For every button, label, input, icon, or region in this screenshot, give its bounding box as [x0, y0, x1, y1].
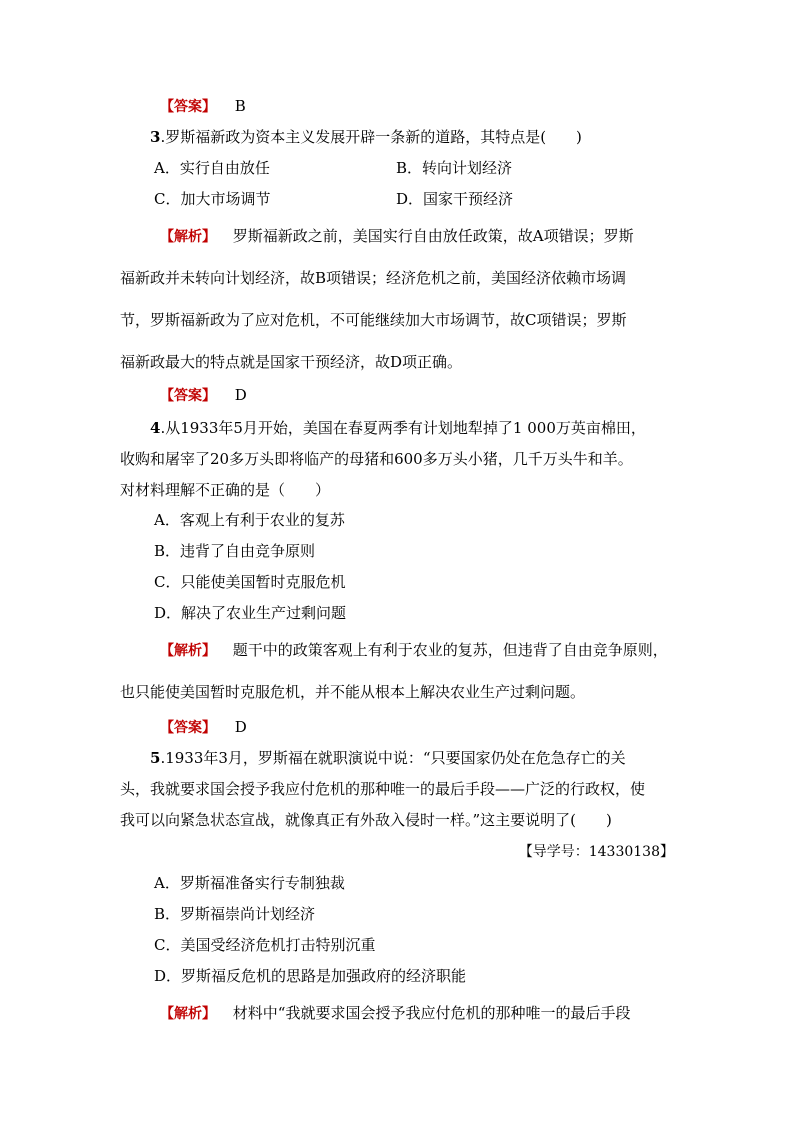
q5-option-a: A．罗斯福准备实行专制独裁 [154, 874, 345, 892]
q3-answer-line [160, 385, 247, 406]
answer-tag: 【答案】 [160, 99, 216, 115]
answer-value: B [234, 97, 246, 115]
q3-option-c: C．加大市场调节 [154, 190, 271, 208]
answer-value: D [234, 718, 247, 736]
question-4-stem-1: 4.从1933年5月开始，美国在春夏两季有计划地犁掉了1 000万英亩棉田， [150, 419, 646, 437]
question-5-stem-3: 我可以向紧急状态宣战，就像真正有外敌入侵时一样。”这主要说明了( ) [120, 811, 612, 829]
q3-analysis-line-1: 【解析】 罗斯福新政之前，美国实行自由放任政策，故A项错误；罗斯 [160, 227, 634, 245]
question-3-stem: 3.罗斯福新政为资本主义发展开辟一条新的道路，其特点是( ) [150, 128, 582, 146]
answer-tag: 【答案】 [160, 720, 216, 736]
q3-option-d: D．国家干预经济 [396, 190, 514, 208]
answer-value: D [234, 386, 247, 404]
question-number: 4 [150, 419, 161, 437]
analysis-tag: 【解析】 [160, 1006, 216, 1022]
prev-answer-line [160, 96, 246, 117]
q5-analysis-line-1: 【解析】 材料中“我就要求国会授予我应付危机的那种唯一的最后手段 [160, 1004, 631, 1022]
q3-option-a: A．实行自由放任 [154, 159, 270, 177]
guide-number: 【导学号：14330138】 [518, 844, 674, 860]
analysis-tag: 【解析】 [160, 643, 216, 659]
q3-analysis-line-4: 福新政最大的特点就是国家干预经济，故D项正确。 [120, 353, 463, 371]
q5-option-d: D．罗斯福反危机的思路是加强政府的经济职能 [154, 967, 467, 985]
q4-option-c: C．只能使美国暂时克服危机 [154, 573, 346, 591]
q5-option-c: C．美国受经济危机打击特别沉重 [154, 936, 376, 954]
q5-option-b: B．罗斯福崇尚计划经济 [154, 905, 316, 923]
q4-answer-line [160, 717, 247, 738]
question-number: 3 [150, 128, 161, 146]
answer-tag: 【答案】 [160, 388, 216, 404]
q3-analysis-line-2: 福新政并未转向计划经济，故B项错误；经济危机之前，美国经济依赖市场调 [120, 269, 627, 287]
q4-analysis-line-2: 也只能使美国暂时克服危机，并不能从根本上解决农业生产过剩问题。 [120, 683, 586, 701]
analysis-tag: 【解析】 [160, 229, 216, 245]
question-4-stem-2: 收购和屠宰了20多万头即将临产的母猪和600多万头小猪，几千万头牛和羊。 [120, 450, 633, 468]
q3-option-b: B．转向计划经济 [396, 159, 513, 177]
q4-analysis-line-1: 【解析】 题干中的政策客观上有利于农业的复苏，但违背了自由竞争原则， [160, 641, 668, 659]
question-5-stem-1: 5.1933年3月，罗斯福在就职演说中说：“只要国家仍处在危急存亡的关 [150, 749, 626, 767]
question-4-stem-3: 对材料理解不正确的是（ ） [120, 481, 331, 499]
q3-analysis-line-3: 节，罗斯福新政为了应对危机，不可能继续加大市场调节，故C项错误；罗斯 [120, 311, 627, 329]
question-5-stem-2: 头，我就要求国会授予我应付危机的那种唯一的最后手段——广泛的行政权，使 [120, 780, 646, 798]
q4-option-d: D．解决了农业生产过剩问题 [154, 604, 347, 622]
question-number: 5 [150, 749, 161, 767]
q4-option-b: B．违背了自由竞争原则 [154, 542, 316, 560]
q4-option-a: A．客观上有利于农业的复苏 [154, 511, 345, 529]
